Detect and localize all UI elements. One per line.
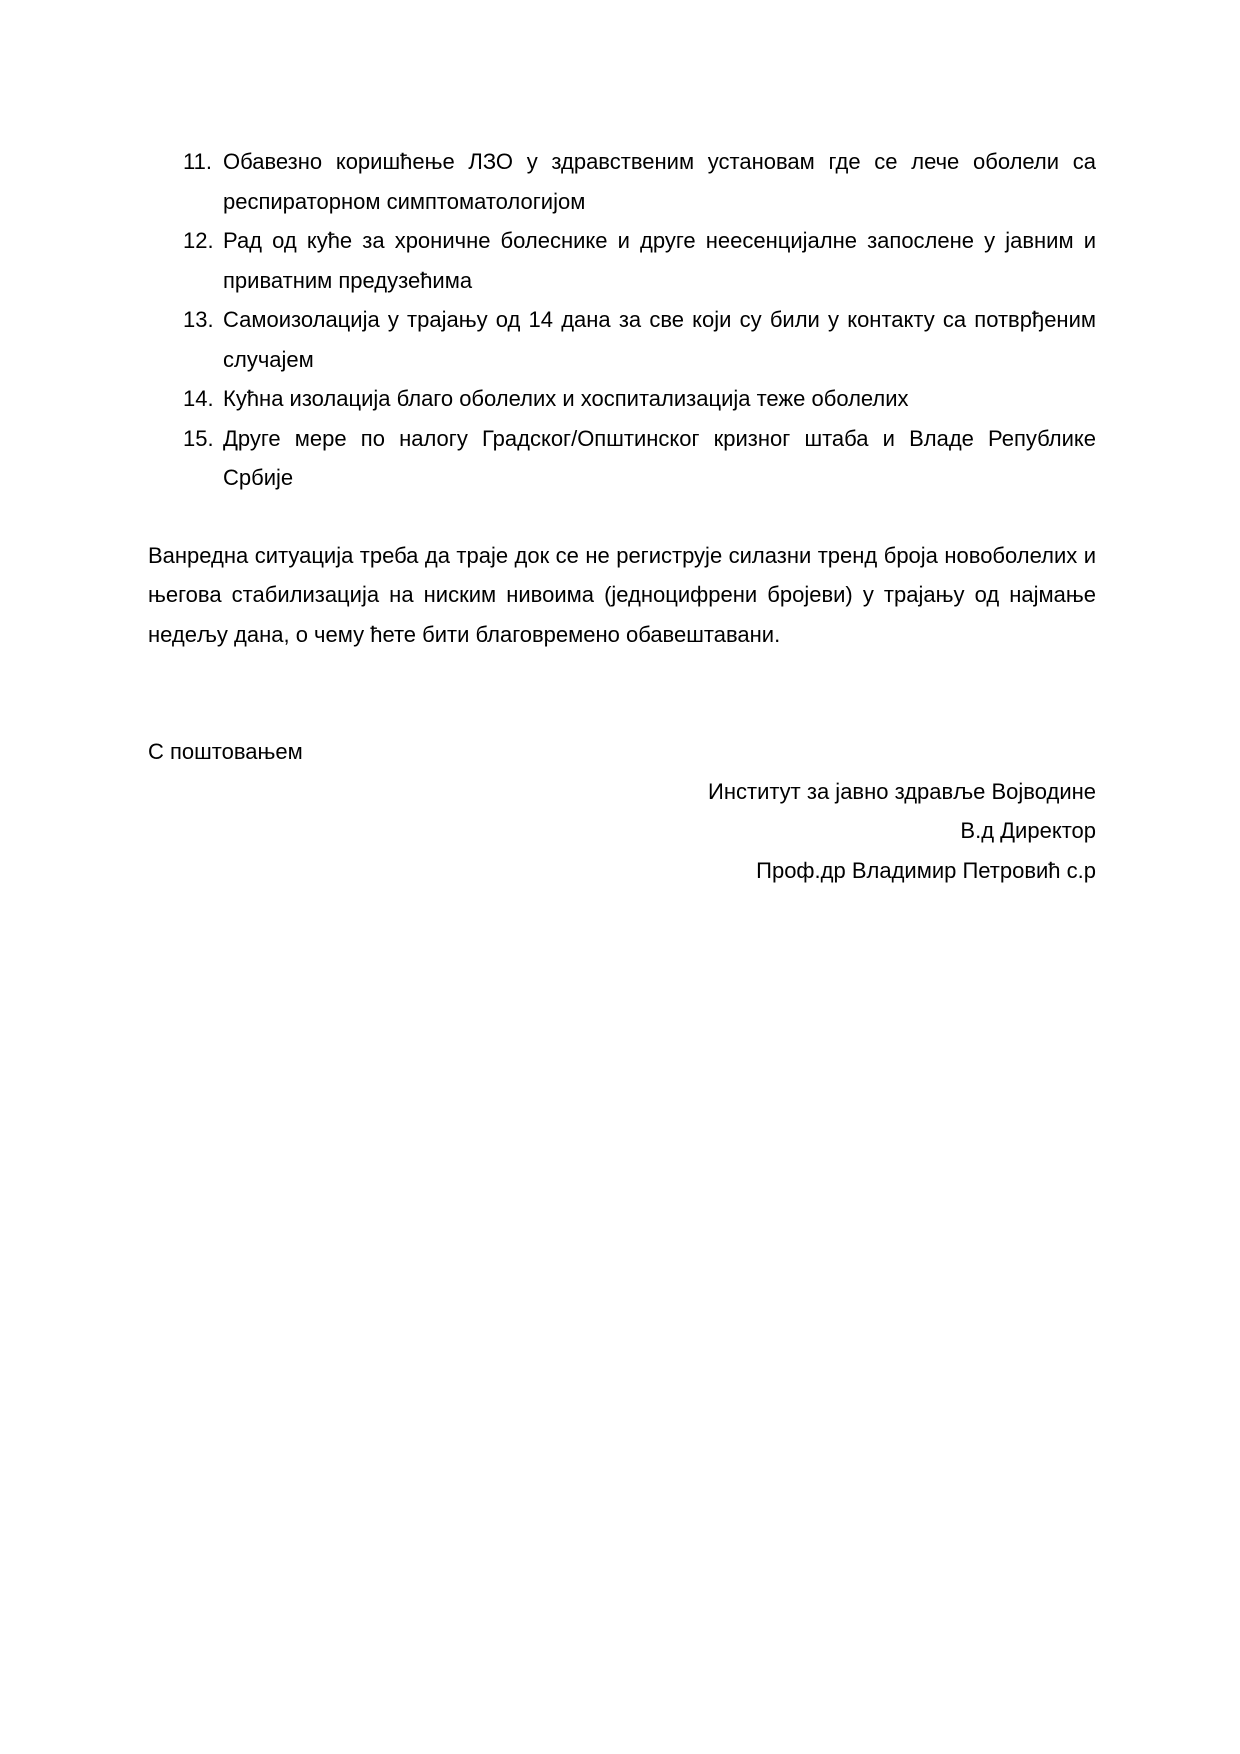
signature-position: В.д Директор: [960, 818, 1096, 843]
list-item: [148, 221, 1096, 300]
list-item-number: 11.: [183, 149, 212, 174]
list-item-text: Друге мере по налогу Градског/Општинског кризног штаба и Владе Републике Србије: [223, 425, 1096, 490]
signature-name: Проф.др Владимир Петровић с.р: [756, 857, 1096, 883]
closing-salutation: С поштовањем: [148, 739, 303, 764]
list-item-number: 12.: [183, 228, 214, 253]
list-item: [148, 142, 1096, 221]
list-item-text: Самоизолација у трајању од 14 дана за све који су били у контакту са потврђеним случајем: [223, 307, 1096, 372]
list-item: [148, 300, 1096, 379]
signature-block: [148, 772, 1096, 891]
list-item: [148, 379, 1096, 419]
list-item: [148, 419, 1096, 498]
document-body: [148, 142, 1096, 890]
list-item-text: Рад од куће за хроничне болеснике и друге неесенцијалне запослене у јавним и приватним предузећима: [223, 228, 1096, 293]
list-item-number: 14.: [183, 386, 214, 411]
list-item-text: Кућна изолација благо оболелих и хоспитализација теже оболелих: [223, 386, 909, 411]
list-item-number: 15.: [183, 425, 214, 451]
signature-institution: Институт за јавно здравље Војводине: [708, 778, 1096, 804]
duration-paragraph: Ванредна ситуација треба да траје док се не региструје силазни тренд броја новоболелих и његова стабилизација на ниским нивоима (једноцифрени бројеви) у трајању од најмање недељу дана, о чему ћете бити благовремено обавештавани.: [148, 542, 1096, 647]
list-item-text: Обавезно коришћење ЛЗО у здравственим установам где се лече оболели са респираторном симптоматологијом: [223, 149, 1096, 214]
list-item-number: 13.: [183, 307, 214, 332]
measures-list: [148, 142, 1096, 498]
